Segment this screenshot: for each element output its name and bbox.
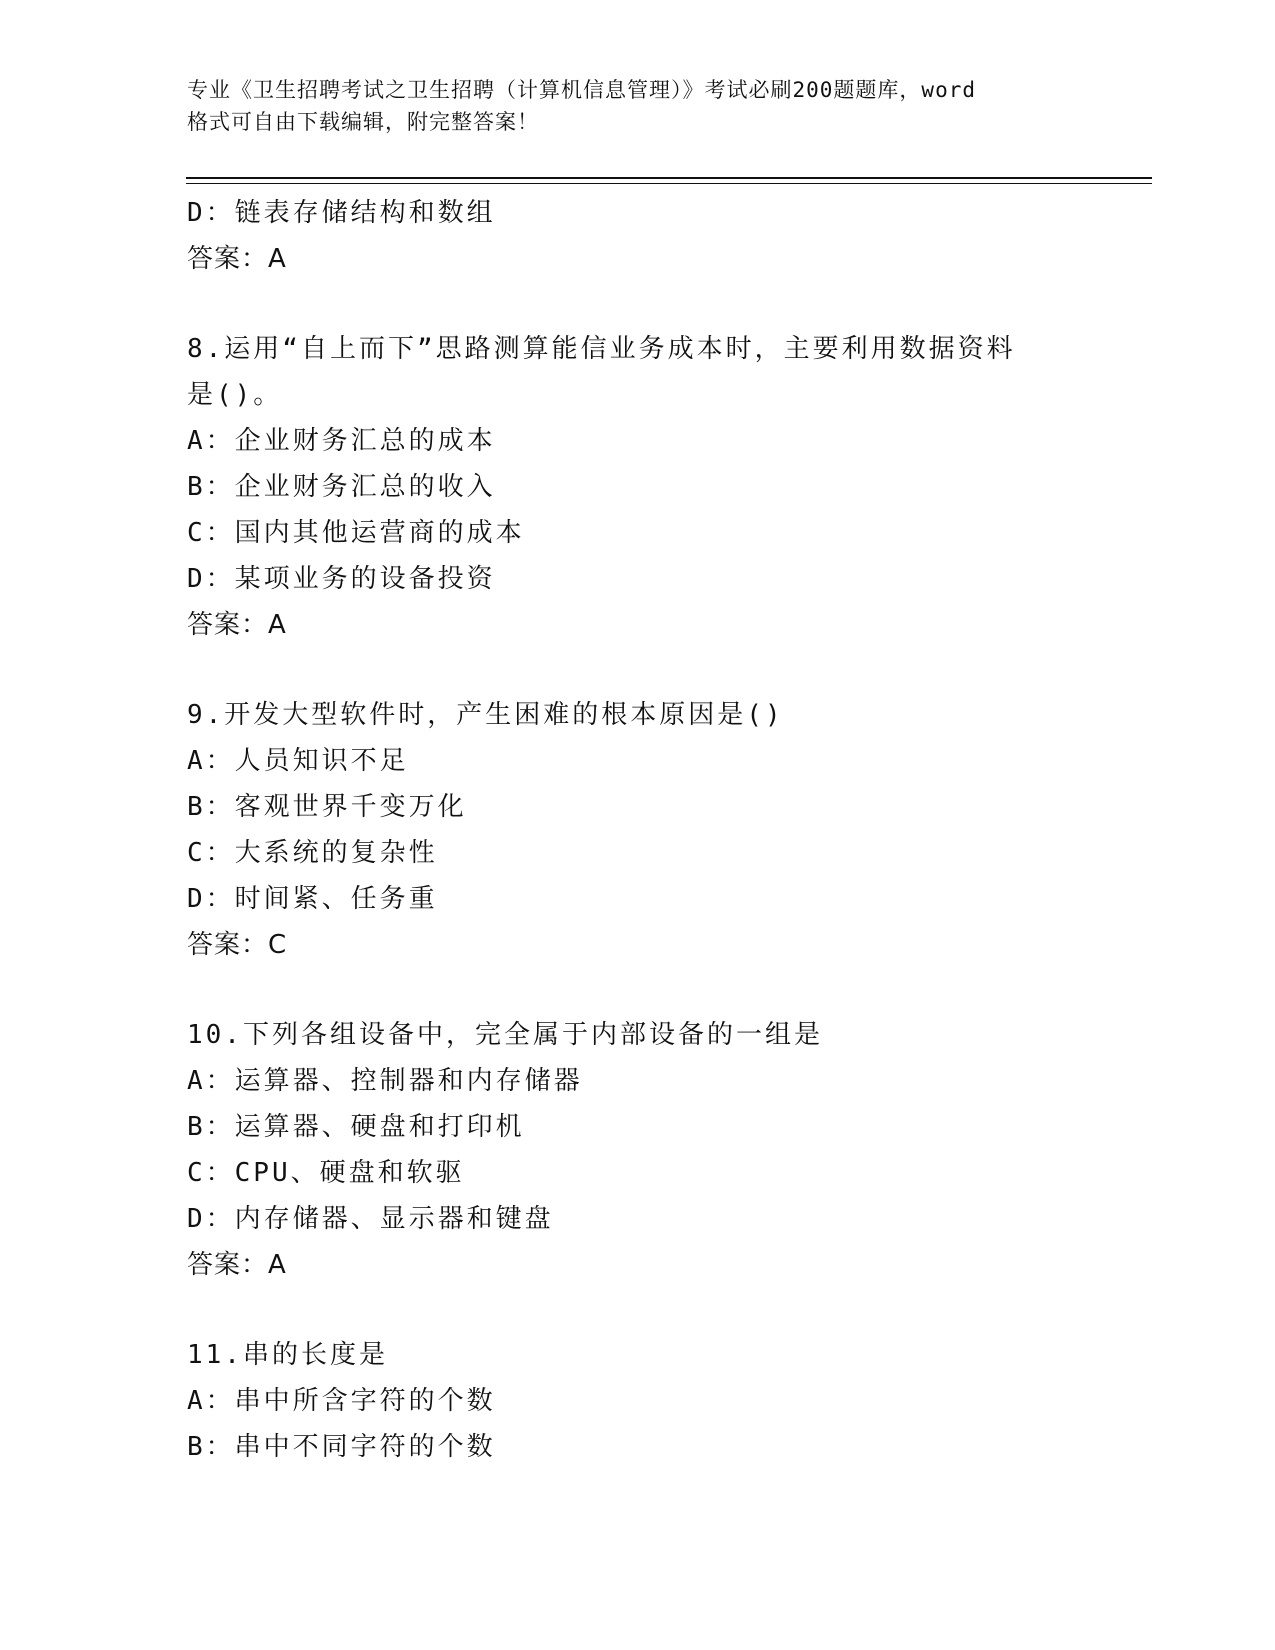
answer: 答案：C bbox=[187, 930, 288, 960]
question-text: 11.串的长度是 bbox=[187, 1340, 388, 1370]
option-d: D：某项业务的设备投资 bbox=[187, 564, 496, 594]
question-11 bbox=[187, 1332, 1147, 1470]
option-b: B：客观世界千变万化 bbox=[187, 792, 467, 822]
option-b: B：企业财务汇总的收入 bbox=[187, 472, 496, 502]
spacer bbox=[187, 1288, 1147, 1332]
answer: 答案：A bbox=[187, 610, 287, 640]
document-header bbox=[187, 74, 1087, 138]
question-text: 10.下列各组设备中，完全属于内部设备的一组是 bbox=[187, 1020, 823, 1050]
option-a: A：企业财务汇总的成本 bbox=[187, 426, 496, 456]
option-b: B：运算器、硬盘和打印机 bbox=[187, 1112, 525, 1142]
question-8 bbox=[187, 326, 1147, 648]
spacer bbox=[187, 648, 1147, 692]
header-line-2: 格式可自由下载编辑，附完整答案！ bbox=[187, 110, 539, 134]
spacer bbox=[187, 282, 1147, 326]
option-a: A：运算器、控制器和内存储器 bbox=[187, 1066, 583, 1096]
option-c: C：国内其他运营商的成本 bbox=[187, 518, 525, 548]
header-divider-thin bbox=[186, 183, 1152, 184]
option-c: C：大系统的复杂性 bbox=[187, 838, 438, 868]
answer: 答案：A bbox=[187, 244, 287, 274]
question-text: 8.运用“自上而下”思路测算能信业务成本时，主要利用数据资料是()。 bbox=[187, 334, 1016, 410]
option-d: D：内存储器、显示器和键盘 bbox=[187, 1204, 554, 1234]
question-list bbox=[187, 190, 1147, 1470]
question-10 bbox=[187, 1012, 1147, 1288]
question-9 bbox=[187, 692, 1147, 968]
option-d: D：时间紧、任务重 bbox=[187, 884, 438, 914]
option-d: D：链表存储结构和数组 bbox=[187, 198, 496, 228]
header-line-1: 专业《卫生招聘考试之卫生招聘（计算机信息管理）》考试必刷200题题库，word bbox=[187, 78, 976, 102]
option-b: B：串中不同字符的个数 bbox=[187, 1432, 496, 1462]
option-c: C：CPU、硬盘和软驱 bbox=[187, 1158, 465, 1188]
header-divider-thick bbox=[186, 177, 1152, 179]
option-a: A：人员知识不足 bbox=[187, 746, 409, 776]
question-text: 9.开发大型软件时，产生困难的根本原因是() bbox=[187, 700, 784, 730]
answer: 答案：A bbox=[187, 1250, 287, 1280]
spacer bbox=[187, 968, 1147, 1012]
option-a: A：串中所含字符的个数 bbox=[187, 1386, 496, 1416]
